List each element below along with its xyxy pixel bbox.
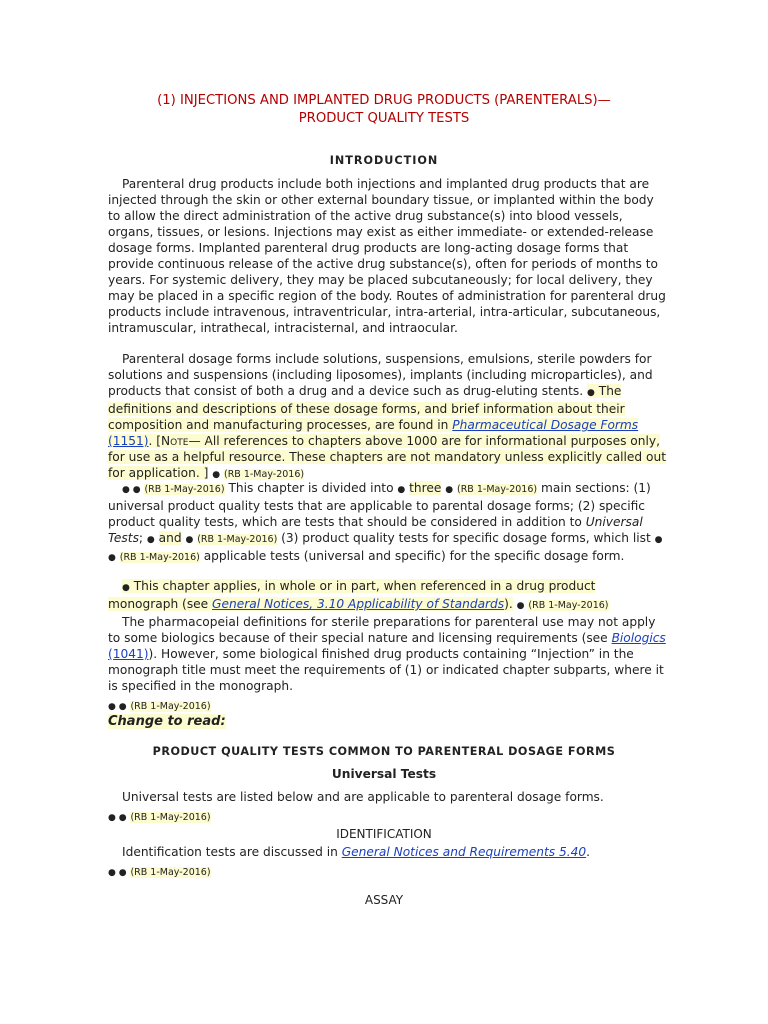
bullet-icon: ● (185, 535, 194, 545)
dosage-forms-link-num[interactable]: (1151) (108, 434, 149, 448)
revision-line (108, 863, 668, 881)
universal-tests-text (108, 789, 668, 805)
paragraph-1 (108, 176, 668, 336)
revision-badge: (RB 1-May-2016) (130, 812, 211, 823)
p3-text-2: main sections: (1) universal product quality tests that are applicable to parental dosage forms; (2) specific product quality tests, which are tests that should be considered in addition to (108, 481, 651, 529)
section-heading: PRODUCT QUALITY TESTS COMMON TO PARENTERAL DOSAGE FORMS (152, 745, 616, 758)
p3-text-1: This chapter is divided into (228, 481, 394, 495)
p4-text: This chapter applies, in whole or in part, when referenced in a drug product monograph (see (108, 579, 596, 611)
bullet-icon: ● (146, 535, 155, 545)
bullet-icon: ● ● (108, 702, 127, 712)
identification-text: Identification tests are discussed in (122, 845, 338, 859)
bullet-icon: ● ● (108, 813, 127, 823)
paragraph-2 (108, 351, 668, 483)
note-open: . [ (148, 434, 162, 448)
universal-text: Universal tests are listed below and are applicable to parenteral dosage forms. (122, 790, 604, 804)
bullet-icon: ● (397, 485, 406, 495)
introduction-heading: INTRODUCTION (329, 154, 439, 167)
change-to-read (108, 713, 668, 730)
bullet-icon: ● (587, 388, 595, 398)
bullet-icon: ● (516, 601, 525, 611)
revision-badge: (RB 1-May-2016) (130, 701, 211, 712)
paragraph-3: ● ● (RB 1-May-2016) This chapter is divided into ● three ● (RB 1-May-2016) main sections: (1) universal product quality tests that are applicable to parental dosage forms; (2) specific product quality tests, which are tests that should be considered in addition to Universal Tests; ● and ● (RB 1-May-2016) (3) product quality tests for specific dosage forms, which list ● ● (RB 1-May-2016) applicable tests (universal and specific) for the specific dosage form. (108, 481, 663, 563)
note-text: — All references to chapters above 1000 are for informational purposes only, for use as a helpful resource. These chapters are not mandatory unless explicitly called out for application. ] (108, 434, 666, 480)
change-to-read-label: Change to read: (108, 714, 226, 729)
p2-highlight-text: The definitions and descriptions of these dosage forms, and brief information about their composition and manufacturing processes, are found in (108, 384, 625, 432)
universal-tests-ref: Universal Tests (108, 515, 643, 545)
general-notices-3-10-link[interactable]: General Notices, 3.10 Applicability of Standards (212, 597, 505, 611)
p5-text-2: ). However, some biological finished drug products containing “Injection” in the monograph title must meet the requirements of (1) or indicated chapter subparts, where it is specified in the monograph. (108, 647, 664, 693)
p5-text-1: The pharmacopeial definitions for sterile preparations for parenteral use may not apply to some biologics because of their special nature and licensing requirements (see (108, 615, 656, 645)
title-line-1: (1) INJECTIONS AND IMPLANTED DRUG PRODUCTS (PARENTERALS)— (157, 93, 611, 108)
bullet-icon: ● ● (122, 485, 141, 495)
p3-text-3: (3) product quality tests for specific dosage forms, which list (281, 531, 651, 545)
paragraph-1-text: Parenteral drug products include both injections and implanted drug products that are injected through the skin or other external boundary tissue, or implanted within the body to allow the direct administration of the active drug substance(s) into blood vessels, organs, tissues, or lesions. Injections may exist as either immediate- or extended-release dosage forms. Implanted parenteral drug products are long-acting dosage forms that provide continuous release of the active drug substance(s), often for periods of months to years. For systemic delivery, they may be placed subcutaneously; for local delivery, they may be placed in a specific region of the body. Routes of administration for parenteral drug products include intravenous, intraventricular, intra-arterial, intra-articular, subcutaneous, intramuscular, intrathecal, intracisternal, and intraocular. (108, 177, 666, 335)
p3-three: three (409, 481, 442, 495)
chapter-title (90, 92, 678, 128)
p3-text-4: applicable tests (universal and specific) for the specific dosage form. (203, 549, 625, 563)
assay-heading: ASSAY (364, 893, 404, 907)
title-line-2: PRODUCT QUALITY TESTS (298, 111, 470, 126)
paragraph-5 (108, 614, 668, 694)
p4-end: ). (504, 597, 513, 611)
bullet-icon: ● (212, 470, 221, 480)
p2-text: Parenteral dosage forms include solutions, suspensions, emulsions, sterile powders for solutions and suspensions (including liposomes), implants (including microparticles), and products that consist of both a drug and a device such as drug-eluting stents. (108, 352, 653, 398)
p3-and: and (158, 531, 182, 545)
revision-badge: (RB 1-May-2016) (197, 534, 278, 545)
note-label: Note (161, 434, 189, 448)
universal-tests-heading: Universal Tests (331, 767, 437, 781)
revision-badge: (RB 1-May-2016) (144, 484, 225, 495)
bullet-icon: ● (445, 485, 454, 495)
revision-line (108, 808, 668, 826)
revision-badge: (RB 1-May-2016) (223, 469, 305, 480)
bullet-icon: ● ● (108, 535, 663, 563)
general-notices-5-40-link[interactable]: General Notices and Requirements 5.40 (341, 845, 587, 859)
bullet-icon: ● ● (108, 868, 127, 878)
identification-paragraph: Identification tests are discussed in General Notices and Requirements 5.40. (122, 845, 590, 859)
revision-badge: (RB 1-May-2016) (119, 552, 200, 563)
dosage-forms-link[interactable]: Pharmaceutical Dosage Forms (452, 418, 639, 432)
bullet-icon: ● (122, 583, 130, 593)
identification-heading: IDENTIFICATION (336, 827, 432, 841)
paragraph-4 (108, 578, 668, 614)
revision-badge: (RB 1-May-2016) (457, 484, 538, 495)
biologics-link[interactable]: Biologics (611, 631, 666, 645)
revision-badge: (RB 1-May-2016) (130, 867, 211, 878)
biologics-link-num[interactable]: (1041) (108, 647, 149, 661)
revision-badge: (RB 1-May-2016) (528, 600, 609, 611)
